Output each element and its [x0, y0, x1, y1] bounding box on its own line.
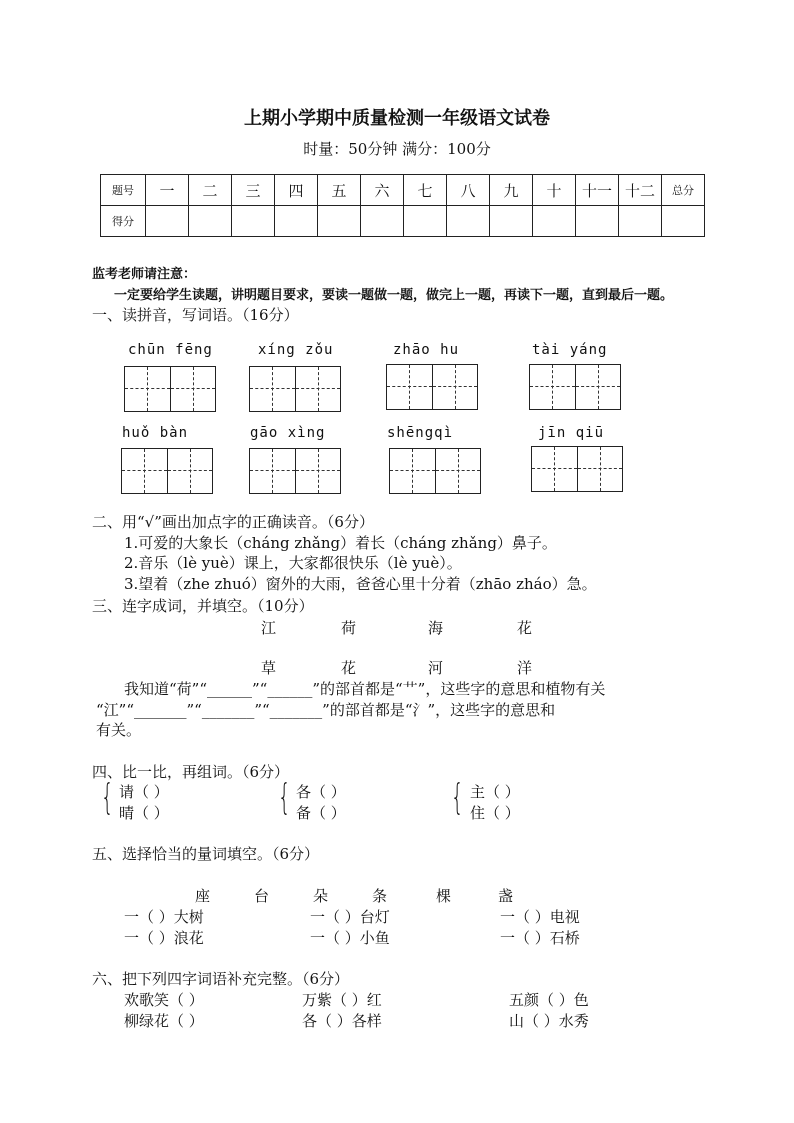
score-header-cell: 五 — [318, 175, 361, 206]
q3-char: 草 — [261, 659, 277, 677]
score-header-cell: 七 — [404, 175, 447, 206]
score-cell[interactable] — [275, 206, 318, 237]
q3-char: 荷 — [341, 619, 357, 637]
q1-heading: 一、读拼音，写词语。（16分） — [92, 306, 299, 324]
writing-grid[interactable] — [249, 448, 341, 494]
q3-char: 花 — [517, 619, 533, 637]
q4-heading: 四、比一比，再组词。（6分） — [92, 763, 290, 781]
q5-heading: 五、选择恰当的量词填空。（6分） — [92, 845, 320, 863]
q5-word: 朵 — [313, 887, 329, 905]
q1-pinyin: huǒ bàn — [122, 425, 189, 441]
q1-pinyin: gāo xìng — [250, 425, 326, 441]
q3-char: 海 — [428, 619, 444, 637]
score-cell[interactable] — [576, 206, 619, 237]
page-title: 上期小学期中质量检测一年级语文试卷 — [244, 108, 550, 129]
score-cell[interactable] — [662, 206, 705, 237]
q5-word: 条 — [372, 887, 388, 905]
brace-icon: { — [278, 777, 291, 818]
score-table-score-row — [101, 206, 705, 237]
q3-heading: 三、连字成词，并填空。（10分） — [92, 597, 314, 615]
q1-pinyin: jīn qiū — [538, 425, 605, 441]
score-cell[interactable] — [447, 206, 490, 237]
notice-heading: 监考老师请注意： — [92, 267, 197, 282]
q6-item: 柳绿花（ ） — [124, 1012, 204, 1030]
q5-word: 台 — [254, 887, 270, 905]
writing-grid[interactable] — [389, 448, 481, 494]
q5-item: 一（ ）电视 — [500, 908, 580, 926]
score-header-cell: 九 — [490, 175, 533, 206]
score-header-cell: 一 — [146, 175, 189, 206]
score-header-cell: 十一 — [576, 175, 619, 206]
q2-heading: 二、用“√”画出加点字的正确读音。（6分） — [92, 513, 374, 531]
q6-item: 欢歌笑（ ） — [124, 991, 204, 1009]
q2-line: 2.音乐（lè yuè）课上，大家都很快乐（lè yuè）。 — [124, 554, 462, 572]
q6-item: 五颜（ ）色 — [509, 991, 589, 1009]
q4-item: 请（ ） — [119, 783, 169, 801]
brace-icon: { — [101, 777, 114, 818]
score-header-cell: 十 — [533, 175, 576, 206]
score-cell[interactable] — [232, 206, 275, 237]
q5-item: 一（ ）石桥 — [500, 929, 580, 947]
q5-word: 棵 — [436, 887, 452, 905]
q5-item: 一（ ）浪花 — [124, 929, 204, 947]
q6-heading: 六、把下列四字词语补充完整。（6分） — [92, 970, 350, 988]
q6-item: 山（ ）水秀 — [509, 1012, 589, 1030]
q4-item: 住（ ） — [470, 804, 520, 822]
q3-char: 河 — [428, 659, 444, 677]
q2-line: 3.望着（zhe zhuó）窗外的大雨，爸爸心里十分着（zhāo zháo）急。 — [124, 575, 597, 593]
score-header-cell: 十二 — [619, 175, 662, 206]
q1-pinyin: chūn fēng — [128, 342, 213, 358]
score-header-cell: 六 — [361, 175, 404, 206]
q4-item: 备（ ） — [296, 804, 346, 822]
notice-body: 一定要给学生读题，讲明题目要求，要读一题做一题，做完上一题，再读下一题，直到最后一题。 — [114, 288, 674, 303]
q3-char: 江 — [261, 619, 277, 637]
exam-meta: 时量：50分钟 满分：100分 — [303, 140, 491, 158]
brace-icon: { — [451, 777, 464, 818]
q1-pinyin: tài yáng — [532, 342, 608, 358]
q4-item: 晴（ ） — [119, 804, 169, 822]
q5-word: 盏 — [498, 887, 514, 905]
writing-grid[interactable] — [124, 366, 216, 412]
q6-item: 各（ ）各样 — [302, 1012, 382, 1030]
score-table — [100, 174, 705, 237]
q4-item: 各（ ） — [296, 783, 346, 801]
q6-item: 万紫（ ）红 — [302, 991, 382, 1009]
score-cell[interactable] — [189, 206, 232, 237]
score-cell[interactable] — [318, 206, 361, 237]
score-header-cell: 题号 — [101, 175, 146, 206]
q5-item: 一（ ）大树 — [124, 908, 204, 926]
q5-item: 一（ ）小鱼 — [310, 929, 390, 947]
score-row-label: 得分 — [101, 206, 146, 237]
score-cell[interactable] — [533, 206, 576, 237]
q4-item: 主（ ） — [470, 783, 520, 801]
score-cell[interactable] — [490, 206, 533, 237]
writing-grid[interactable] — [529, 364, 621, 410]
writing-grid[interactable] — [531, 446, 623, 492]
q3-fill-text: 有关。 — [96, 721, 142, 739]
q5-item: 一（ ）台灯 — [310, 908, 390, 926]
q3-char: 花 — [341, 659, 357, 677]
writing-grid[interactable] — [121, 448, 213, 494]
score-header-cell: 二 — [189, 175, 232, 206]
q1-pinyin: zhāo hu — [393, 342, 460, 358]
score-header-cell: 四 — [275, 175, 318, 206]
q1-pinyin: xíng zǒu — [258, 342, 334, 358]
score-header-cell: 八 — [447, 175, 490, 206]
score-cell[interactable] — [146, 206, 189, 237]
q3-fill-text: 我知道“荷”“______”“______”的部首都是“艹”，这些字的意思和植物有关 — [124, 680, 606, 698]
q3-char: 洋 — [517, 659, 533, 677]
score-cell[interactable] — [361, 206, 404, 237]
q1-pinyin: shēngqì — [387, 425, 454, 441]
writing-grid[interactable] — [386, 364, 478, 410]
score-cell[interactable] — [619, 206, 662, 237]
score-header-cell: 三 — [232, 175, 275, 206]
q3-fill-text: “江”“_______”“_______”“_______”的部首都是“氵”，这些字的意思和 — [96, 701, 556, 719]
q2-line: 1.可爱的大象长（cháng zhǎng）着长（cháng zhǎng）鼻子。 — [124, 534, 557, 552]
q5-word: 座 — [195, 887, 211, 905]
score-table-header-row — [101, 175, 705, 206]
writing-grid[interactable] — [249, 366, 341, 412]
score-header-cell: 总分 — [662, 175, 705, 206]
score-cell[interactable] — [404, 206, 447, 237]
